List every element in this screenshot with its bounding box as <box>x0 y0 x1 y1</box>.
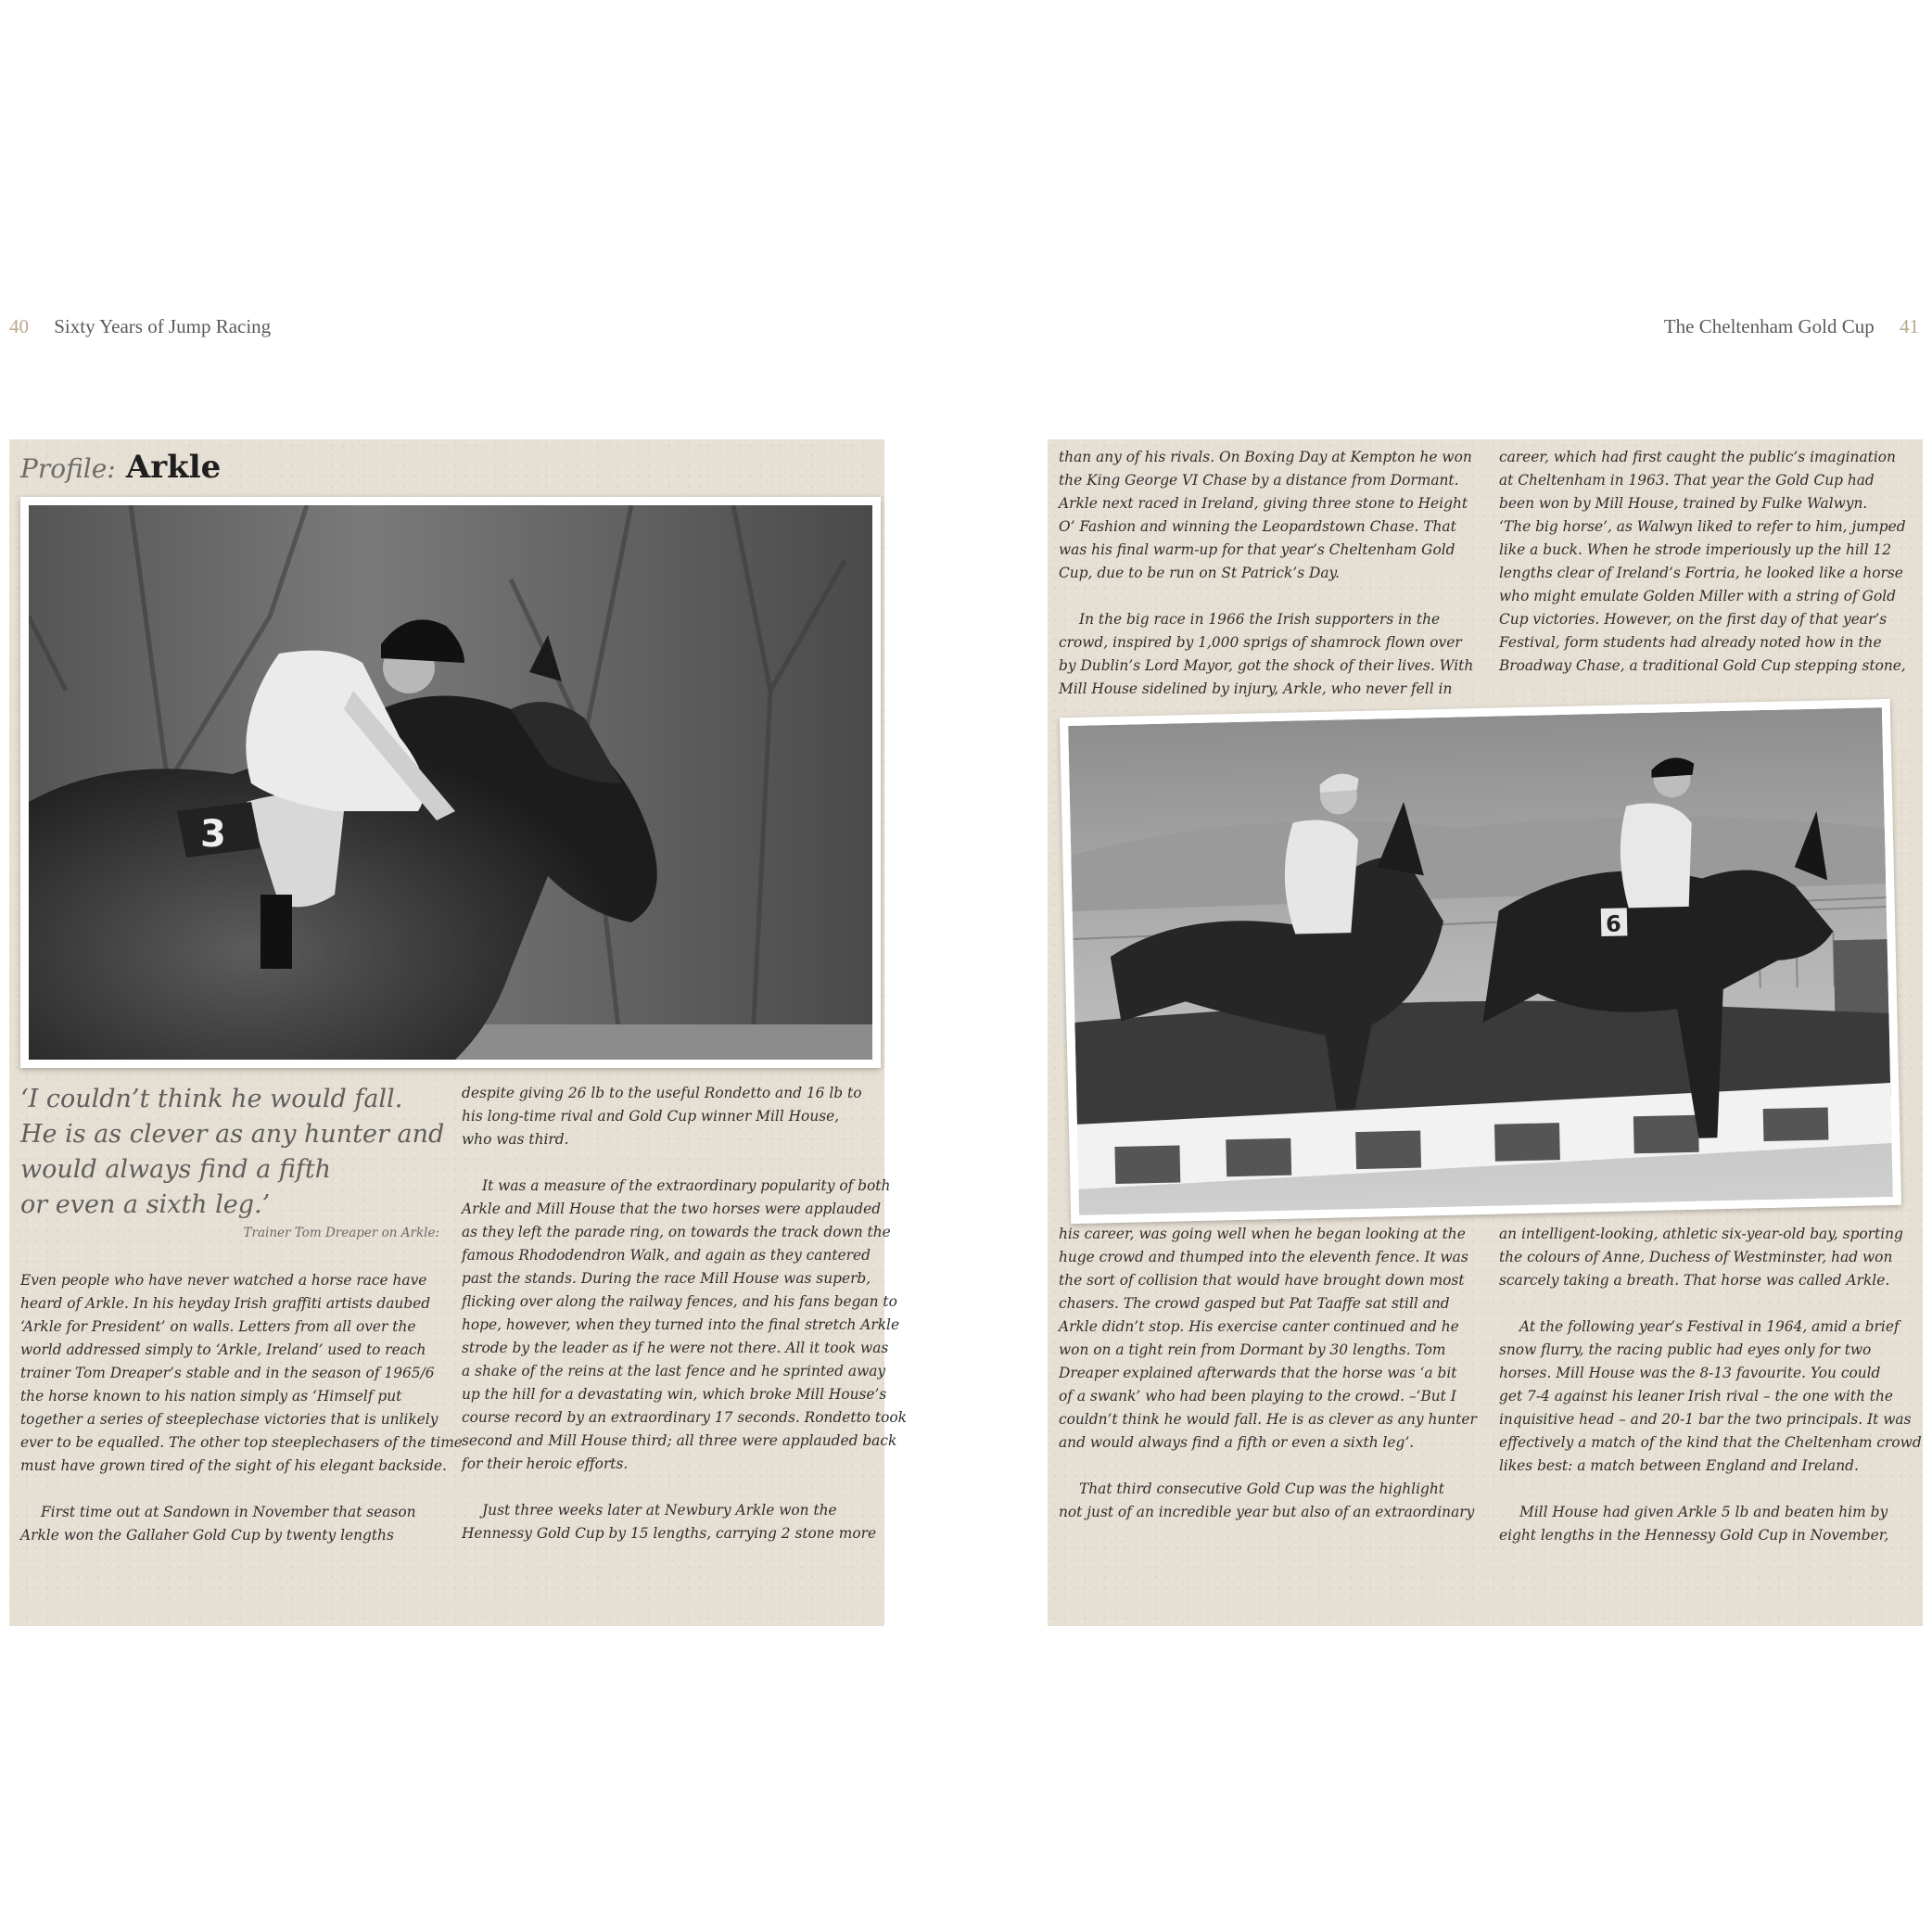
body-paragraph <box>1059 608 1472 701</box>
body-text-line: up the hill for a devastating win, which broke Mill House’s <box>462 1386 887 1403</box>
body-text-line: Arkle and Mill House that the two horses were applauded <box>462 1201 882 1217</box>
chapter-title: The Cheltenham Gold Cup <box>1663 315 1875 337</box>
body-text-line: Dreaper explained afterwards that the horse was ‘a bit <box>1059 1365 1457 1381</box>
body-paragraph <box>1499 1501 1913 1547</box>
body-text-line: course record by an extraordinary 17 seconds. Rondetto took <box>462 1409 907 1426</box>
body-text-line: effectively a match of the kind that the Cheltenham crowd <box>1499 1434 1922 1451</box>
body-text-line: despite giving 26 lb to the useful Rondetto and 16 lb to <box>462 1085 862 1101</box>
pull-quote-line: He is as clever as any hunter and <box>20 1120 445 1149</box>
body-text-line: Cup victories. However, on the first day of that year’s <box>1499 611 1888 628</box>
body-text-line: past the stands. During the race Mill House was superb, <box>462 1270 871 1287</box>
body-text-line: First time out at Sandown in November that season <box>41 1504 416 1520</box>
running-head-right <box>1664 315 1919 338</box>
body-text-line: crowd, inspired by 1,000 sprigs of shamrock flown over <box>1059 634 1462 651</box>
page-number-left: 40 <box>9 315 29 337</box>
body-text-line: like a buck. When he strode imperiously up the hill 12 <box>1499 541 1892 558</box>
body-text-line: at Cheltenham in 1963. That year the Gold Cup had <box>1499 472 1875 489</box>
profile-prefix: Profile: <box>20 453 116 484</box>
body-paragraph <box>1059 1478 1475 1524</box>
body-text-line: likes best: a match between England and Ireland. <box>1499 1457 1859 1474</box>
body-text-line: inquisitive head – and 20-1 bar the two principals. It was <box>1499 1411 1912 1428</box>
pull-quote-line: would always find a fifth <box>20 1155 332 1184</box>
body-text-line: Mill House sidelined by injury, Arkle, who never fell in <box>1059 680 1453 697</box>
body-text-line: huge crowd and thumped into the eleventh fence. It was <box>1059 1249 1468 1265</box>
body-text-line: who was third. <box>462 1131 569 1148</box>
photo-gold-cup-jump <box>1060 699 1901 1224</box>
body-text-line: Hennessy Gold Cup by 15 lengths, carrying 2 stone more <box>462 1525 877 1542</box>
body-text-line: a shake of the reins at the last fence and he sprinted away <box>462 1363 886 1379</box>
pull-quote-line: ‘I couldn’t think he would fall. <box>20 1085 403 1113</box>
body-paragraph <box>1059 1223 1477 1455</box>
body-text-line: trainer Tom Dreaper’s stable and in the season of 1965/6 <box>20 1365 435 1381</box>
body-text-line: Just three weeks later at Newbury Arkle won the <box>482 1502 837 1519</box>
right-bottom-column-2 <box>1499 1223 1922 1547</box>
body-text-line: In the big race in 1966 the Irish supporters in the <box>1079 611 1441 628</box>
body-text-line: the King George VI Chase by a distance from Dormant. <box>1059 472 1459 489</box>
body-text-line: Arkle won the Gallaher Gold Cup by twenty lengths <box>20 1527 394 1544</box>
book-title: Sixty Years of Jump Racing <box>54 315 272 337</box>
pull-quote-line: or even a sixth leg.’ <box>20 1190 271 1219</box>
body-paragraph <box>462 1175 907 1476</box>
right-top-column-1 <box>1059 446 1472 701</box>
profile-name: Arkle <box>125 449 222 486</box>
running-head-left <box>9 315 271 338</box>
body-paragraph <box>462 1082 875 1151</box>
right-bottom-column-1 <box>1059 1223 1477 1524</box>
body-text-line: Arkle next raced in Ireland, giving three stone to Height <box>1059 495 1468 512</box>
body-paragraph <box>1059 446 1472 585</box>
body-text-line: It was a measure of the extraordinary popularity of both <box>482 1177 891 1194</box>
body-text-line: and would always find a fifth or even a sixth leg’. <box>1059 1434 1415 1451</box>
pull-quote <box>20 1082 447 1223</box>
body-text-line: get 7-4 against his leaner Irish rival – the one with the <box>1499 1388 1894 1405</box>
body-text-line: heard of Arkle. In his heyday Irish graffiti artists daubed <box>20 1295 431 1312</box>
body-text-line: been won by Mill House, trained by Fulke Walwyn. <box>1499 495 1868 512</box>
body-text-line: career, which had first caught the public’s imagination <box>1499 449 1896 465</box>
body-text-line: eight lengths in the Hennessy Gold Cup in November, <box>1499 1527 1889 1544</box>
body-text-line: by Dublin’s Lord Mayor, got the shock of their lives. With <box>1059 657 1474 674</box>
body-text-line: together a series of steeplechase victories that is unlikely <box>20 1411 439 1428</box>
right-top-column-2 <box>1499 446 1913 678</box>
body-text-line: famous Rhododendron Walk, and again as they cantered <box>462 1247 871 1264</box>
right-page-panel <box>1048 439 1923 1626</box>
body-text-line: Broadway Chase, a traditional Gold Cup stepping stone, <box>1499 657 1906 674</box>
photo-arkle-jockey-image <box>29 505 872 1060</box>
profile-heading <box>20 449 221 486</box>
body-text-line: O’ Fashion and winning the Leopardstown Chase. That <box>1059 518 1456 535</box>
body-paragraph <box>462 1499 875 1545</box>
body-text-line: horses. Mill House was the 8-13 favourite. You could <box>1499 1365 1881 1381</box>
body-text-line: the horse known to his nation simply as ‘Himself put <box>20 1388 402 1405</box>
body-text-line: ‘The big horse’, as Walwyn liked to refer to him, jumped <box>1499 518 1906 535</box>
body-text-line: the colours of Anne, Duchess of Westminster, had won <box>1499 1249 1893 1265</box>
body-text-line: for their heroic efforts. <box>462 1455 629 1472</box>
body-text-line: Festival, form students had already noted how in the <box>1499 634 1882 651</box>
body-text-line: was his final warm-up for that year’s Cheltenham Gold <box>1059 541 1455 558</box>
body-text-line: an intelligent-looking, athletic six-year-old bay, sporting <box>1499 1226 1903 1242</box>
body-text-line: his long-time rival and Gold Cup winner Mill House, <box>462 1108 840 1125</box>
photo-arkle-jockey <box>20 497 881 1068</box>
body-text-line: who might emulate Golden Miller with a string of Gold <box>1499 588 1896 604</box>
svg-text:6: 6 <box>1605 910 1622 937</box>
body-text-line: than any of his rivals. On Boxing Day at Kempton he won <box>1059 449 1472 465</box>
body-paragraph <box>1499 1223 1913 1292</box>
body-text-line: lengths clear of Ireland’s Fortria, he looked like a horse <box>1499 565 1903 581</box>
left-column-1 <box>20 1269 463 1547</box>
body-text-line: second and Mill House third; all three were applauded back <box>462 1432 897 1449</box>
body-text-line: world addressed simply to ‘Arkle, Ireland’ used to reach <box>20 1341 426 1358</box>
body-text-line: Mill House had given Arkle 5 lb and beaten him by <box>1519 1504 1888 1520</box>
body-text-line: snow flurry, the racing public had eyes only for two <box>1499 1341 1872 1358</box>
body-paragraph <box>20 1269 463 1478</box>
body-text-line: not just of an incredible year but also of an extraordinary <box>1059 1504 1475 1520</box>
body-text-line: At the following year’s Festival in 1964, amid a brief <box>1519 1318 1900 1335</box>
body-text-line: flicking over along the railway fences, and his fans began to <box>462 1293 897 1310</box>
body-text-line: hope, however, when they turned into the final stretch Arkle <box>462 1316 900 1333</box>
body-text-line: That third consecutive Gold Cup was the highlight <box>1079 1481 1444 1497</box>
svg-text:3: 3 <box>200 813 226 856</box>
body-paragraph <box>1499 1316 1922 1478</box>
body-text-line: chasers. The crowd gasped but Pat Taaffe sat still and <box>1059 1295 1450 1312</box>
quote-attribution: Trainer Tom Dreaper on Arkle: <box>243 1226 439 1240</box>
body-text-line: Arkle didn’t stop. His exercise canter continued and he <box>1059 1318 1459 1335</box>
body-text-line: must have grown tired of the sight of his elegant backside. <box>20 1457 447 1474</box>
body-text-line: strode by the leader as if he were not there. All it took was <box>462 1340 889 1356</box>
body-text-line: ever to be equalled. The other top steeplechasers of the time <box>20 1434 463 1451</box>
left-column-2 <box>462 1082 907 1545</box>
body-text-line: as they left the parade ring, on towards the track down the <box>462 1224 891 1240</box>
left-page-panel <box>9 439 907 1626</box>
body-text-line: Even people who have never watched a horse race have <box>20 1272 427 1289</box>
body-paragraph <box>1499 446 1913 678</box>
body-text-line: the sort of collision that would have brought down most <box>1059 1272 1465 1289</box>
body-text-line: Cup, due to be run on St Patrick’s Day. <box>1059 565 1341 581</box>
body-text-line: couldn’t think he would fall. He is as clever as any hunter <box>1059 1411 1477 1428</box>
body-paragraph <box>20 1501 434 1547</box>
body-text-line: won on a tight rein from Dormant by 30 lengths. Tom <box>1059 1341 1446 1358</box>
body-text-line: his career, was going well when he began looking at the <box>1059 1226 1466 1242</box>
page-number-right: 41 <box>1900 315 1919 337</box>
body-text-line: of a swank’ who had been playing to the crowd. –‘But I <box>1059 1388 1456 1405</box>
body-text-line: ‘Arkle for President’ on walls. Letters from all over the <box>20 1318 416 1335</box>
photo-gold-cup-jump-image <box>1068 707 1893 1215</box>
body-text-line: scarcely taking a breath. That horse was called Arkle. <box>1499 1272 1890 1289</box>
